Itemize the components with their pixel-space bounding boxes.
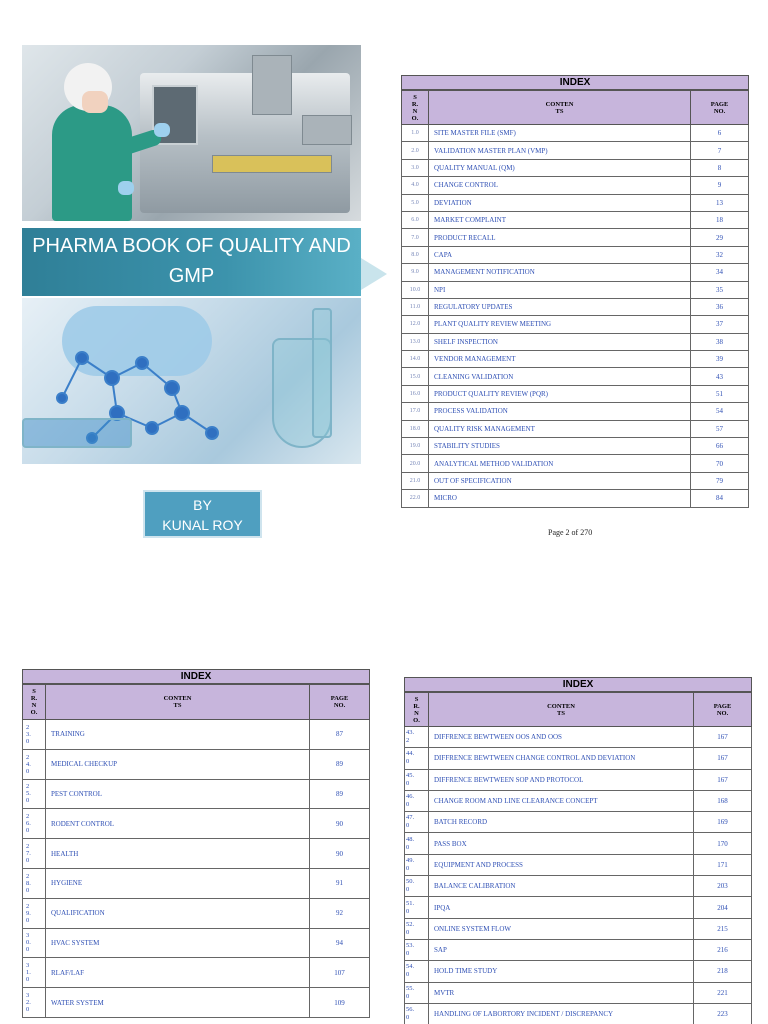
- page-cell: 94: [310, 928, 370, 958]
- table-row[interactable]: [23, 988, 370, 1018]
- table-row[interactable]: [402, 281, 749, 298]
- cover-photo-cleanroom: [22, 45, 361, 221]
- page-cell: 54: [691, 403, 749, 420]
- content-link[interactable]: CAPA: [429, 246, 691, 263]
- contents-header: CONTEN TS: [46, 685, 310, 720]
- page-cell: 109: [310, 988, 370, 1018]
- page-cell: 18: [691, 211, 749, 228]
- content-link[interactable]: DIFFRENCE BEWTWEEN CHANGE CONTROL AND DEVIATION: [429, 748, 694, 769]
- content-link[interactable]: TRAINING: [46, 720, 310, 750]
- page-cell: 7: [691, 142, 749, 159]
- sr-cell: 9.0: [402, 264, 429, 281]
- content-link[interactable]: MICRO: [429, 490, 691, 507]
- table-row[interactable]: [405, 982, 752, 1003]
- table-row[interactable]: [405, 833, 752, 854]
- table-row[interactable]: [405, 1003, 752, 1024]
- table-row[interactable]: [402, 385, 749, 402]
- cover-title-line2: GMP: [168, 265, 215, 287]
- machine-feeder: [302, 115, 352, 145]
- sr-cell: 10.0: [402, 281, 429, 298]
- sr-cell: 20.0: [402, 455, 429, 472]
- table-row[interactable]: [405, 727, 752, 748]
- page-cell: 204: [694, 897, 752, 918]
- page-cell: 13: [691, 194, 749, 211]
- table-row[interactable]: [23, 809, 370, 839]
- page-cell: 51: [691, 385, 749, 402]
- sr-cell: 21.0: [402, 472, 429, 489]
- content-link[interactable]: QUALITY RISK MANAGEMENT: [429, 420, 691, 437]
- content-link[interactable]: BALANCE CALIBRATION: [429, 876, 694, 897]
- page-cell: 34: [691, 264, 749, 281]
- table-row[interactable]: [402, 159, 749, 176]
- table-row[interactable]: [405, 748, 752, 769]
- worker-figure: [52, 105, 132, 221]
- content-link[interactable]: HANDLING OF LABORTORY INCIDENT / DISCREPANCY: [429, 1003, 694, 1024]
- index-table-3: [404, 677, 752, 1024]
- page-cell: 92: [310, 898, 370, 928]
- table-row[interactable]: [405, 918, 752, 939]
- content-link[interactable]: PRODUCT QUALITY REVIEW (PQR): [429, 385, 691, 402]
- page-cell: 169: [694, 812, 752, 833]
- content-link[interactable]: REGULATORY UPDATES: [429, 298, 691, 315]
- table-row[interactable]: [405, 939, 752, 960]
- sr-cell: 8.0: [402, 246, 429, 263]
- sr-cell: 2 3. 0: [23, 720, 46, 750]
- table-row[interactable]: [23, 958, 370, 988]
- content-link[interactable]: SAP: [429, 939, 694, 960]
- glove-icon: [118, 181, 134, 195]
- contents-header: CONTEN TS: [429, 693, 694, 727]
- page-cell: 216: [694, 939, 752, 960]
- page-no-header: PAGE NO.: [691, 91, 749, 125]
- sr-cell: 50. 0: [405, 876, 429, 897]
- page-cell: 167: [694, 769, 752, 790]
- sr-cell: 49. 0: [405, 854, 429, 875]
- table-row[interactable]: [402, 472, 749, 489]
- index-table-2: [22, 669, 370, 1018]
- page-cell: 170: [694, 833, 752, 854]
- index-title: INDEX: [404, 677, 752, 692]
- content-link[interactable]: IPQA: [429, 897, 694, 918]
- table-row[interactable]: [402, 229, 749, 246]
- sr-cell: 19.0: [402, 438, 429, 455]
- content-link[interactable]: MEDICAL CHECKUP: [46, 749, 310, 779]
- content-link[interactable]: WATER SYSTEM: [46, 988, 310, 1018]
- index-title: INDEX: [22, 669, 370, 684]
- page-number-label: Page 2 of 270: [548, 528, 593, 537]
- page-cell: 36: [691, 298, 749, 315]
- table-row[interactable]: [405, 854, 752, 875]
- sr-cell: 2 4. 0: [23, 749, 46, 779]
- table-row[interactable]: [402, 298, 749, 315]
- sr-cell: 48. 0: [405, 833, 429, 854]
- glove-icon: [154, 123, 170, 137]
- sr-cell: 6.0: [402, 211, 429, 228]
- content-link[interactable]: CHANGE CONTROL: [429, 177, 691, 194]
- sr-cell: 1.0: [402, 125, 429, 142]
- contents-header: CONTEN TS: [429, 91, 691, 125]
- content-link[interactable]: DIFFRENCE BEWTWEEN SOP AND PROTOCOL: [429, 769, 694, 790]
- page-cell: 39: [691, 351, 749, 368]
- table-row[interactable]: [405, 812, 752, 833]
- sr-cell: 11.0: [402, 298, 429, 315]
- index-rows: [405, 727, 752, 1024]
- index-table: [22, 684, 370, 1018]
- page-cell: 203: [694, 876, 752, 897]
- table-row[interactable]: [402, 142, 749, 159]
- content-link[interactable]: SHELF INSPECTION: [429, 333, 691, 350]
- table-row[interactable]: [402, 403, 749, 420]
- content-link[interactable]: DEVIATION: [429, 194, 691, 211]
- cover-title-line1: PHARMA BOOK OF QUALITY AND: [32, 235, 351, 257]
- page-cell: 43: [691, 368, 749, 385]
- sr-cell: 2 8. 0: [23, 868, 46, 898]
- content-link[interactable]: CLEANING VALIDATION: [429, 368, 691, 385]
- table-row[interactable]: [405, 961, 752, 982]
- content-link[interactable]: RODENT CONTROL: [46, 809, 310, 839]
- page-cell: 90: [310, 839, 370, 869]
- page-cell: 223: [694, 1003, 752, 1024]
- content-link[interactable]: VENDOR MANAGEMENT: [429, 351, 691, 368]
- page-cell: 79: [691, 472, 749, 489]
- table-row[interactable]: [402, 194, 749, 211]
- sr-cell: 2 7. 0: [23, 839, 46, 869]
- page-cell: 70: [691, 455, 749, 472]
- sr-cell: 47. 0: [405, 812, 429, 833]
- sr-cell: 16.0: [402, 385, 429, 402]
- content-link[interactable]: VALIDATION MASTER PLAN (VMP): [429, 142, 691, 159]
- page-cell: 38: [691, 333, 749, 350]
- page-cell: 57: [691, 420, 749, 437]
- index-rows: [402, 125, 749, 508]
- table-row[interactable]: [402, 125, 749, 142]
- sr-cell: 3 1. 0: [23, 958, 46, 988]
- content-link[interactable]: PLANT QUALITY REVIEW MEETING: [429, 316, 691, 333]
- page-cell: 29: [691, 229, 749, 246]
- table-row[interactable]: [405, 769, 752, 790]
- sr-cell: 15.0: [402, 368, 429, 385]
- table-row[interactable]: [23, 839, 370, 869]
- content-link[interactable]: PRODUCT RECALL: [429, 229, 691, 246]
- sr-cell: 4.0: [402, 177, 429, 194]
- page-cell: 91: [310, 868, 370, 898]
- index-title: INDEX: [401, 75, 749, 90]
- table-row[interactable]: [402, 316, 749, 333]
- sr-cell: 13.0: [402, 333, 429, 350]
- page-cell: 32: [691, 246, 749, 263]
- machine-conveyor: [212, 155, 332, 173]
- content-link[interactable]: EQUIPMENT AND PROCESS: [429, 854, 694, 875]
- table-row[interactable]: [402, 246, 749, 263]
- sr-cell: 3.0: [402, 159, 429, 176]
- sample-tray: [22, 418, 132, 448]
- table-row[interactable]: [402, 455, 749, 472]
- sr-cell: 2 5. 0: [23, 779, 46, 809]
- content-link[interactable]: STABILITY STUDIES: [429, 438, 691, 455]
- content-link[interactable]: NPI: [429, 281, 691, 298]
- page-cell: 107: [310, 958, 370, 988]
- content-link[interactable]: BATCH RECORD: [429, 812, 694, 833]
- page-cell: 168: [694, 790, 752, 811]
- sr-cell: 44. 0: [405, 748, 429, 769]
- content-link[interactable]: PEST CONTROL: [46, 779, 310, 809]
- table-row[interactable]: [405, 876, 752, 897]
- author-by: BY: [193, 497, 212, 513]
- table-row[interactable]: [405, 897, 752, 918]
- table-row[interactable]: [402, 420, 749, 437]
- page-no-header: PAGE NO.: [310, 685, 370, 720]
- sr-cell: 51. 0: [405, 897, 429, 918]
- content-link[interactable]: CHANGE ROOM AND LINE CLEARANCE CONCEPT: [429, 790, 694, 811]
- content-link[interactable]: QUALIFICATION: [46, 898, 310, 928]
- table-row[interactable]: [402, 333, 749, 350]
- page-cell: 90: [310, 809, 370, 839]
- table-row[interactable]: [402, 368, 749, 385]
- content-link[interactable]: MANAGEMENT NOTIFICATION: [429, 264, 691, 281]
- sr-no-header: S R. N O.: [402, 91, 429, 125]
- table-row[interactable]: [23, 898, 370, 928]
- banner-arrow-decoration: [361, 258, 387, 290]
- page-cell: 8: [691, 159, 749, 176]
- table-row[interactable]: [402, 438, 749, 455]
- sr-cell: 45. 0: [405, 769, 429, 790]
- sr-cell: 7.0: [402, 229, 429, 246]
- content-link[interactable]: MVTR: [429, 982, 694, 1003]
- sr-cell: 18.0: [402, 420, 429, 437]
- table-row[interactable]: [402, 490, 749, 507]
- cover-photo-laboratory: [22, 298, 361, 464]
- test-tube-icon: [312, 308, 332, 438]
- sr-cell: 3 2. 0: [23, 988, 46, 1018]
- content-link[interactable]: QUALITY MANUAL (QM): [429, 159, 691, 176]
- content-link[interactable]: PROCESS VALIDATION: [429, 403, 691, 420]
- page-cell: 35: [691, 281, 749, 298]
- table-row[interactable]: [402, 351, 749, 368]
- sr-cell: 53. 0: [405, 939, 429, 960]
- page-cell: 218: [694, 961, 752, 982]
- table-row[interactable]: [405, 790, 752, 811]
- content-link[interactable]: MARKET COMPLAINT: [429, 211, 691, 228]
- sr-no-header: S R. N O.: [405, 693, 429, 727]
- sr-cell: 56. 0: [405, 1003, 429, 1024]
- page-cell: 6: [691, 125, 749, 142]
- sr-cell: 3 0. 0: [23, 928, 46, 958]
- sr-cell: 14.0: [402, 351, 429, 368]
- cover-title-banner: [22, 228, 361, 296]
- index-table: [404, 692, 752, 1024]
- sr-cell: 54. 0: [405, 961, 429, 982]
- page-no-header: PAGE NO.: [694, 693, 752, 727]
- table-row[interactable]: [402, 264, 749, 281]
- page-cell: 87: [310, 720, 370, 750]
- content-link[interactable]: PASS BOX: [429, 833, 694, 854]
- content-link[interactable]: HYGIENE: [46, 868, 310, 898]
- table-row[interactable]: [23, 749, 370, 779]
- sr-cell: 5.0: [402, 194, 429, 211]
- content-link[interactable]: HOLD TIME STUDY: [429, 961, 694, 982]
- machine-hopper: [252, 55, 292, 115]
- page-cell: 215: [694, 918, 752, 939]
- table-row[interactable]: [23, 720, 370, 750]
- page-cell: 84: [691, 490, 749, 507]
- worker-mask: [82, 91, 108, 113]
- page-cell: 66: [691, 438, 749, 455]
- content-link[interactable]: HEALTH: [46, 839, 310, 869]
- table-row[interactable]: [23, 928, 370, 958]
- page-cell: 89: [310, 749, 370, 779]
- sr-cell: 52. 0: [405, 918, 429, 939]
- content-link[interactable]: DIFFRENCE BEWTWEEN OOS AND OOS: [429, 727, 694, 748]
- table-row[interactable]: [23, 868, 370, 898]
- page-cell: 167: [694, 748, 752, 769]
- sr-cell: 12.0: [402, 316, 429, 333]
- sr-cell: 43. 2: [405, 727, 429, 748]
- page-cell: 37: [691, 316, 749, 333]
- author-name: KUNAL ROY: [162, 517, 243, 533]
- table-row[interactable]: [402, 177, 749, 194]
- author-box: [143, 490, 262, 538]
- page-cell: 171: [694, 854, 752, 875]
- sr-cell: 2 9. 0: [23, 898, 46, 928]
- content-link[interactable]: OUT OF SPECIFICATION: [429, 472, 691, 489]
- sr-cell: 17.0: [402, 403, 429, 420]
- page-cell: 89: [310, 779, 370, 809]
- sr-cell: 2.0: [402, 142, 429, 159]
- index-rows: [23, 720, 370, 1018]
- index-table-1: [401, 75, 749, 508]
- table-row[interactable]: [23, 779, 370, 809]
- page-cell: 9: [691, 177, 749, 194]
- content-link[interactable]: SITE MASTER FILE (SMF): [429, 125, 691, 142]
- content-link[interactable]: ONLINE SYSTEM FLOW: [429, 918, 694, 939]
- sr-no-header: S R. N O.: [23, 685, 46, 720]
- sr-cell: 46. 0: [405, 790, 429, 811]
- sr-cell: 2 6. 0: [23, 809, 46, 839]
- sr-cell: 22.0: [402, 490, 429, 507]
- index-table: [401, 90, 749, 508]
- content-link[interactable]: ANALYTICAL METHOD VALIDATION: [429, 455, 691, 472]
- content-link[interactable]: RLAF/LAF: [46, 958, 310, 988]
- page-cell: 167: [694, 727, 752, 748]
- content-link[interactable]: HVAC SYSTEM: [46, 928, 310, 958]
- page-cell: 221: [694, 982, 752, 1003]
- table-row[interactable]: [402, 211, 749, 228]
- sr-cell: 55. 0: [405, 982, 429, 1003]
